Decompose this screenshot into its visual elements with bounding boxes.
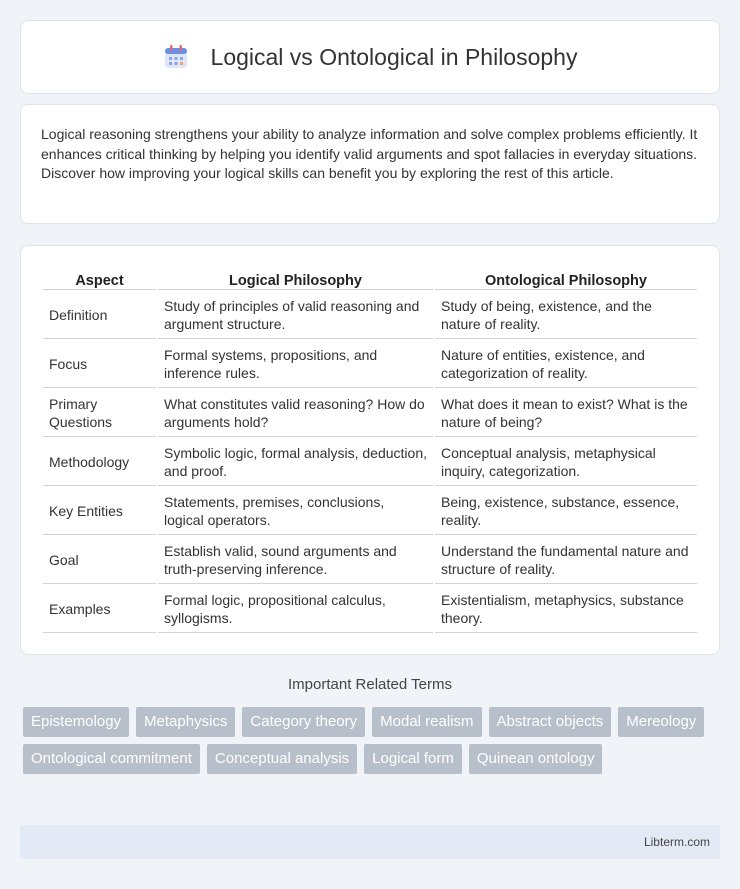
tag-abstract-objects[interactable]: Abstract objects <box>489 707 612 737</box>
table-cell: What constitutes valid reasoning? How do arguments hold? <box>158 390 433 437</box>
comparison-table <box>41 266 699 635</box>
table-cell: Definition <box>43 292 156 339</box>
table-cell: Goal <box>43 537 156 584</box>
tag-category-theory[interactable]: Category theory <box>242 707 365 737</box>
table-cell: Symbolic logic, formal analysis, deduction, and proof. <box>158 439 433 486</box>
table-cell: Nature of entities, existence, and categorization of reality. <box>435 341 697 388</box>
intro-text: Logical reasoning strengthens your ability to analyze information and solve complex problems efficiently. It enhances critical thinking by helping you identify valid arguments and spot fallacies in everyday situations. Discover how improving your logical skills can benefit you by exploring the rest of this article. <box>41 126 698 181</box>
table-cell: Study of principles of valid reasoning and argument structure. <box>158 292 433 339</box>
column-header: Ontological Philosophy <box>435 268 697 290</box>
table-cell: Formal systems, propositions, and inference rules. <box>158 341 433 388</box>
comparison-table-card <box>20 245 720 655</box>
table-cell: Being, existence, substance, essence, reality. <box>435 488 697 535</box>
related-terms-list <box>23 707 723 781</box>
table-row <box>43 537 697 584</box>
table-cell: Key Entities <box>43 488 156 535</box>
table-cell: Methodology <box>43 439 156 486</box>
footer-brand: Libterm.com <box>643 835 710 849</box>
table-cell: Statements, premises, conclusions, logical operators. <box>158 488 433 535</box>
table-row <box>43 341 697 388</box>
table-cell: What does it mean to exist? What is the nature of being? <box>435 390 697 437</box>
intro-card <box>20 104 720 224</box>
table-row <box>43 292 697 339</box>
column-header: Logical Philosophy <box>158 268 433 290</box>
table-row <box>43 586 697 633</box>
tag-modal-realism[interactable]: Modal realism <box>372 707 481 737</box>
tag-metaphysics[interactable]: Metaphysics <box>136 707 235 737</box>
tag-quinean-ontology[interactable]: Quinean ontology <box>469 744 603 774</box>
tag-logical-form[interactable]: Logical form <box>364 744 462 774</box>
header-card <box>20 20 720 94</box>
column-header: Aspect <box>43 268 156 290</box>
footer <box>20 825 720 859</box>
table-cell: Examples <box>43 586 156 633</box>
table-row <box>43 488 697 535</box>
tag-mereology[interactable]: Mereology <box>618 707 704 737</box>
table-row <box>43 390 697 437</box>
table-cell: Primary Questions <box>43 390 156 437</box>
table-header-row <box>43 268 697 290</box>
table-cell: Formal logic, propositional calculus, syllogisms. <box>158 586 433 633</box>
related-terms-title: Important Related Terms <box>288 676 452 693</box>
tag-conceptual-analysis[interactable]: Conceptual analysis <box>207 744 357 774</box>
table-row <box>43 439 697 486</box>
table-cell: Establish valid, sound arguments and truth-preserving inference. <box>158 537 433 584</box>
tag-epistemology[interactable]: Epistemology <box>23 707 129 737</box>
table-cell: Understand the fundamental nature and structure of reality. <box>435 537 697 584</box>
table-cell: Study of being, existence, and the nature of reality. <box>435 292 697 339</box>
page-title: Logical vs Ontological in Philosophy <box>210 43 578 70</box>
table-cell: Conceptual analysis, metaphysical inquiry, categorization. <box>435 439 697 486</box>
table-cell: Existentialism, metaphysics, substance theory. <box>435 586 697 633</box>
table-cell: Focus <box>43 341 156 388</box>
calendar-icon <box>163 44 189 70</box>
tag-ontological-commitment[interactable]: Ontological commitment <box>23 744 200 774</box>
